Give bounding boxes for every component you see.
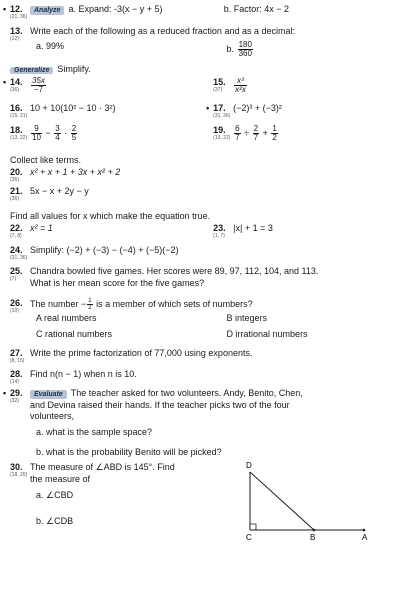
numerator: 2 bbox=[253, 124, 259, 133]
analyze-tag: Analyze bbox=[30, 6, 64, 15]
point-a bbox=[363, 529, 366, 532]
problem-24 bbox=[10, 245, 398, 266]
problem-29a: a. what is the sample space? bbox=[36, 427, 153, 438]
numerator: 3 bbox=[55, 124, 60, 133]
problem-19 bbox=[213, 125, 398, 149]
problem-16 bbox=[10, 103, 213, 123]
problem-text: What is her mean score for the five games? bbox=[30, 277, 205, 288]
numerator: 35x bbox=[32, 76, 45, 85]
problem-number: 28. bbox=[10, 369, 23, 379]
operator: ÷ bbox=[244, 127, 250, 138]
lesson-ref: (15, 21) bbox=[10, 113, 28, 119]
problem-number: 24. bbox=[10, 245, 23, 255]
problem-14 bbox=[3, 76, 213, 101]
generalize-heading bbox=[10, 64, 398, 74]
point-b bbox=[313, 529, 316, 532]
problem-number: 15. bbox=[213, 77, 226, 87]
denominator: 10 bbox=[32, 133, 41, 142]
problem-number: 26. bbox=[10, 298, 23, 308]
problem-13 bbox=[10, 26, 398, 60]
problem-text: the measure of bbox=[30, 473, 91, 484]
lesson-ref: (8, 15) bbox=[10, 358, 25, 364]
problem-text: Write the prime factorization of 77,000 using exponents. bbox=[30, 348, 253, 358]
problem-number: 13. bbox=[10, 26, 23, 36]
problem-number: 21. bbox=[10, 186, 23, 196]
triangle-figure bbox=[232, 458, 392, 542]
right-angle-marker bbox=[250, 524, 256, 530]
fraction bbox=[87, 298, 92, 311]
expression: 10 + 10(10² − 10 · 3²) bbox=[30, 103, 116, 113]
choice-b: B integers bbox=[226, 313, 268, 323]
problem-text: volunteers, bbox=[30, 411, 75, 422]
fraction bbox=[54, 125, 60, 142]
lesson-ref: (32) bbox=[10, 398, 19, 404]
expression: x² = 1 bbox=[30, 223, 53, 233]
problem-text: Find n(n − 1) when n is 10. bbox=[30, 369, 137, 379]
problem-text: Chandra bowled five games. Her scores were 89, 97, 112, 104, and 113. bbox=[30, 266, 319, 276]
problem-12 bbox=[3, 4, 398, 26]
problem-20 bbox=[10, 167, 398, 186]
problem-text: The teacher asked for two volunteers. Andy, Benito, Chen, bbox=[70, 388, 303, 398]
operator: · bbox=[64, 127, 68, 138]
denominator: 360 bbox=[238, 48, 252, 58]
numerator: 1 bbox=[88, 298, 92, 304]
lesson-ref: (7) bbox=[10, 276, 17, 282]
numerator: x³ bbox=[234, 77, 247, 86]
numerator: 180 bbox=[238, 39, 252, 49]
problem-17 bbox=[206, 103, 398, 123]
problem-12b: b. Factor: 4x − 2 bbox=[223, 4, 289, 14]
problem-21 bbox=[10, 186, 398, 205]
lesson-ref: (36) bbox=[10, 177, 19, 183]
lesson-ref: (1, 7) bbox=[213, 233, 225, 239]
problem-26 bbox=[10, 298, 398, 346]
problem-number: 16. bbox=[10, 103, 23, 113]
choice-a: A real numbers bbox=[36, 313, 97, 323]
problem-30 bbox=[10, 462, 398, 542]
label-a: A bbox=[362, 533, 368, 542]
denominator: 2 bbox=[88, 305, 92, 311]
lesson-ref: (18, 20) bbox=[10, 472, 28, 478]
problem-number: 19. bbox=[213, 125, 226, 135]
lesson-ref: (31, 36) bbox=[213, 113, 231, 119]
choice-c: C rational numbers bbox=[36, 328, 113, 339]
problem-12a: a. Expand: -3(x − y + 5) bbox=[68, 4, 163, 14]
problem-15 bbox=[213, 77, 398, 101]
lesson-ref: (14) bbox=[10, 379, 19, 385]
problem-23 bbox=[213, 223, 398, 243]
denominator: 7 bbox=[235, 133, 240, 142]
expression: (−2)³ + (−3)² bbox=[233, 103, 282, 113]
lesson-ref: (31, 36) bbox=[10, 255, 28, 261]
segment-db bbox=[250, 472, 314, 530]
problem-30b: b. ∠CDB bbox=[36, 516, 74, 527]
problem-number: 14. bbox=[10, 77, 23, 87]
problem-text: The number − bbox=[30, 298, 87, 309]
numerator: 1 bbox=[272, 124, 277, 133]
star-marker: • bbox=[206, 103, 210, 113]
star-marker: • bbox=[3, 4, 7, 14]
denominator: x²x bbox=[235, 85, 246, 94]
expression: 5x − x + 2y − y bbox=[30, 186, 89, 196]
problem-25 bbox=[10, 266, 398, 296]
problem-13a: a. 99% bbox=[36, 40, 65, 51]
label-c: C bbox=[246, 533, 252, 542]
choice-d: D irrational numbers bbox=[226, 328, 308, 339]
lesson-ref: (10) bbox=[10, 308, 19, 314]
problem-28 bbox=[10, 369, 398, 388]
problem-number: 30. bbox=[10, 462, 23, 472]
lesson-ref: (7, 8) bbox=[10, 233, 22, 239]
problem-number: 17. bbox=[213, 103, 226, 113]
problem-number: 22. bbox=[10, 223, 23, 233]
fraction bbox=[71, 125, 77, 142]
lesson-ref: (12) bbox=[10, 36, 19, 42]
denominator: −7 bbox=[33, 85, 44, 94]
lesson-ref: (13, 22) bbox=[10, 135, 28, 141]
numerator: 9 bbox=[31, 125, 42, 134]
lesson-ref: (36) bbox=[10, 87, 19, 93]
label-d: D bbox=[246, 461, 252, 470]
denominator: 2 bbox=[272, 133, 277, 142]
problem-number: 18. bbox=[10, 125, 23, 135]
problem-number: 20. bbox=[10, 167, 23, 177]
problem-22 bbox=[10, 223, 213, 243]
problem-number: 29. bbox=[10, 388, 23, 398]
problem-text: is a member of which sets of numbers? bbox=[93, 298, 253, 309]
problem-13b-label: b. bbox=[226, 43, 235, 54]
star-marker: • bbox=[3, 388, 7, 398]
problem-18 bbox=[10, 125, 213, 149]
instruction-text: Simplify. bbox=[57, 64, 91, 74]
problem-13-text: Write each of the following as a reduced fraction and as a decimal: bbox=[30, 26, 295, 36]
problem-number: 27. bbox=[10, 348, 23, 358]
problem-number: 25. bbox=[10, 266, 23, 276]
generalize-tag: Generalize bbox=[10, 67, 53, 74]
denominator: 5 bbox=[71, 133, 77, 142]
lesson-ref: (13, 22) bbox=[213, 135, 231, 141]
findall-heading: Find all values for x which make the equation true. bbox=[10, 211, 211, 221]
numerator: 6 bbox=[235, 124, 240, 133]
fraction bbox=[271, 125, 277, 142]
problem-30a: a. ∠CBD bbox=[36, 490, 74, 501]
fraction bbox=[253, 125, 259, 142]
problem-text: and Devina raised their hands. If the teacher picks two of the four bbox=[30, 399, 290, 410]
expression: x² + x + 1 + 3x + x² + 2 bbox=[30, 167, 121, 177]
star-marker: • bbox=[3, 77, 7, 87]
expression: |x| + 1 = 3 bbox=[233, 223, 273, 233]
collect-heading: Collect like terms. bbox=[10, 155, 82, 165]
lesson-ref: (37) bbox=[213, 87, 223, 93]
operator: + bbox=[262, 127, 268, 138]
denominator: 4 bbox=[55, 133, 60, 142]
fraction bbox=[238, 41, 253, 58]
numerator: 2 bbox=[71, 124, 77, 133]
problem-text: Simplify: (−2) + (−3) − (−4) + (−5)(−2) bbox=[30, 245, 179, 255]
lesson-ref: (21, 36) bbox=[10, 14, 28, 20]
evaluate-tag: Evaluate bbox=[30, 390, 67, 399]
problem-number: 12. bbox=[10, 4, 23, 14]
problem-number: 23. bbox=[213, 223, 226, 233]
problem-29b: b. what is the probability Benito will be picked? bbox=[36, 446, 222, 457]
lesson-ref: (36) bbox=[10, 196, 19, 202]
problem-27 bbox=[10, 348, 398, 369]
operator: − bbox=[45, 127, 51, 138]
denominator: 7 bbox=[253, 133, 259, 142]
problem-29 bbox=[3, 388, 398, 462]
label-b: B bbox=[310, 533, 316, 542]
problem-text: The measure of ∠ABD is 145°. Find bbox=[30, 462, 175, 472]
